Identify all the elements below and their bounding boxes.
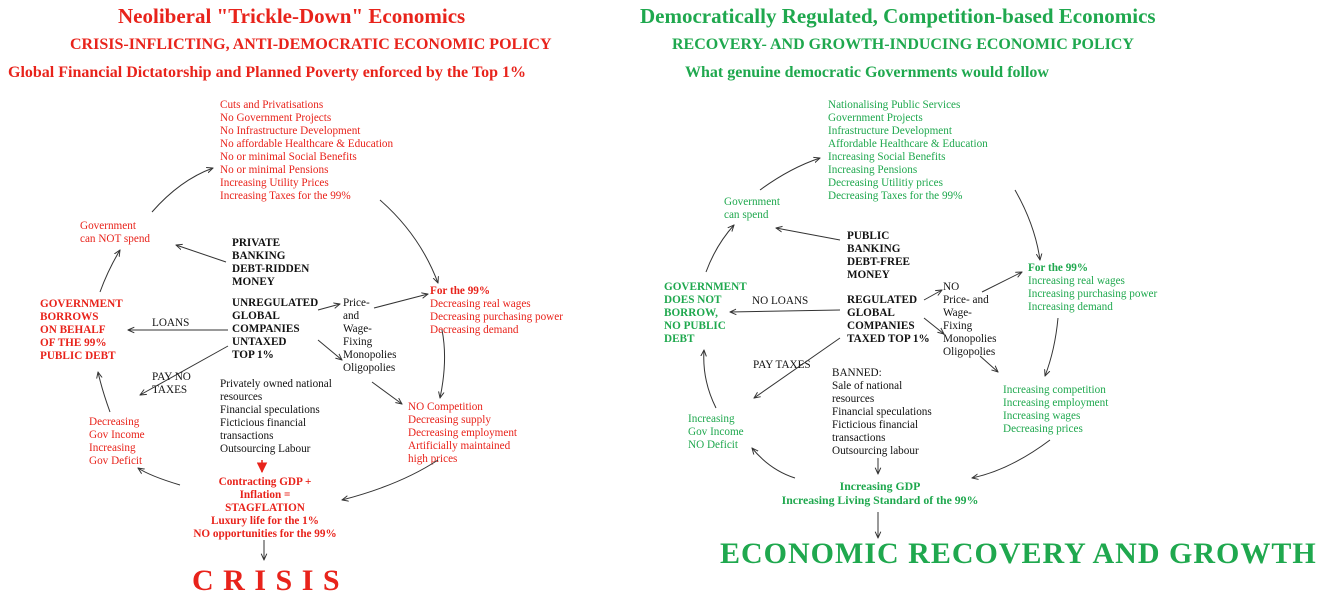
right-increasing-gdp: Increasing GDP Increasing Living Standard of the 99%	[781, 479, 979, 507]
left-arrow-to-no-comp-direct	[372, 382, 402, 404]
right-title: Democratically Regulated, Competition-based Economics	[640, 4, 1156, 28]
left-for-99-title: For the 99%	[430, 285, 491, 297]
left-pay-no-taxes: PAY NO TAXES	[152, 371, 191, 396]
right-subtitle-1: RECOVERY- AND GROWTH-INDUCING ECONOMIC POLICY	[672, 36, 1134, 53]
right-arrow-to-competition	[1045, 318, 1058, 376]
left-subtitle-2: Global Financial Dictatorship and Planned Poverty enforced by the Top 1%	[8, 64, 526, 81]
right-arrow-to-gov-can-spend	[706, 225, 734, 272]
right-arrow-to-no-price-fixing	[924, 290, 942, 300]
left-arrow-pay-no-taxes	[140, 346, 228, 395]
right-arrow-to-oligopolies	[924, 318, 944, 334]
right-arrow-no-loans	[730, 310, 840, 312]
left-arrow-to-no-competition	[440, 330, 445, 398]
right-arrow-pay-taxes	[754, 338, 840, 398]
right-banned-list: BANNED: Sale of national resources Financial speculations Ficticious financial transactions Outsourcing labour	[832, 367, 932, 457]
right-arrow-to-gov-income	[752, 448, 795, 478]
left-subtitle-1: CRISIS-INFLICTING, ANTI-DEMOCRATIC ECONOMIC POLICY	[70, 36, 552, 53]
right-regulated-companies: REGULATED GLOBAL COMPANIES TAXED TOP 1%	[847, 294, 930, 345]
right-arrow-to-competition-direct	[980, 356, 998, 372]
left-no-competition: NO Competition Decreasing supply Decreasing employment Artificially maintained high prices	[408, 401, 518, 465]
right-no-loans-label: NO LOANS	[752, 295, 809, 307]
left-contracting-gdp: Contracting GDP + Inflation = STAGFLATION Luxury life for the 1% NO opportunities for the 99%	[193, 476, 337, 540]
left-arrow-to-for99-direct	[374, 294, 428, 308]
right-arrow-to-policy	[760, 158, 820, 190]
right-gov-not-borrow: GOVERNMENT DOES NOT BORROW, NO PUBLIC DEBT	[664, 281, 747, 345]
left-arrow-bank-to-gov	[176, 245, 226, 262]
right-gov-can-spend: Government can spend	[724, 196, 780, 221]
right-policy-list: Nationalising Public Services Government Projects Infrastructure Development Affordable Healthcare & Education Increasing Social Benefits Increasing Pensions Decreasing Utilitiy prices Decreasing Taxes for the 99%	[828, 99, 988, 202]
right-arrow-to-for99-direct	[982, 272, 1022, 292]
right-arrow-to-gov-not-borrow	[704, 350, 716, 408]
left-arrow-to-gov-income	[138, 468, 180, 485]
left-for-99-list: Decreasing real wages Decreasing purchasing power Decreasing demand	[430, 298, 563, 336]
left-privately-owned: Privately owned national resources Financial speculations Ficticious financial transactions Outsourcing Labour	[220, 378, 332, 455]
right-no-price-fixing: NO Price- and Wage- Fixing Monopolies Oligopolies	[943, 281, 997, 358]
right-arrow-to-for99	[1015, 190, 1040, 260]
right-pay-taxes: PAY TAXES	[753, 359, 811, 371]
left-gov-income: Decreasing Gov Income Increasing Gov Deficit	[89, 416, 145, 467]
left-title: Neoliberal "Trickle-Down" Economics	[118, 4, 466, 28]
left-arrow-to-contracting	[342, 460, 438, 500]
left-arrow-to-policy	[152, 168, 213, 212]
right-public-banking: PUBLIC BANKING DEBT-FREE MONEY	[847, 230, 910, 281]
left-policy-list: Cuts and Privatisations No Government Projects No Infrastructure Development No affordable Healthcare & Education No or minimal Social Benefits No or minimal Pensions Increasing Utility Prices Increasing Taxes for the 99%	[220, 99, 394, 202]
left-price-fixing: Price- and Wage- Fixing Monopolies Oligopolies	[343, 297, 397, 374]
left-gov-borrows: GOVERNMENT BORROWS ON BEHALF OF THE 99% PUBLIC DEBT	[40, 298, 123, 362]
right-gov-income: Increasing Gov Income NO Deficit	[688, 413, 744, 451]
right-for-99-list: Increasing real wages Increasing purchasing power Increasing demand	[1028, 275, 1158, 313]
left-arrow-to-price-fixing	[318, 304, 340, 310]
left-arrow-to-monopolies	[318, 340, 342, 360]
right-arrow-to-gdp	[972, 440, 1050, 478]
right-for-99-title: For the 99%	[1028, 262, 1089, 274]
left-loans-label: LOANS	[152, 317, 190, 329]
left-unregulated-companies: UNREGULATED GLOBAL COMPANIES UNTAXED TOP 1%	[232, 297, 319, 361]
left-arrow-to-gov-cannot-spend	[100, 250, 120, 292]
left-arrow-to-gov-borrows	[98, 372, 110, 412]
right-competition: Increasing competition Increasing employment Increasing wages Decreasing prices	[1003, 384, 1109, 435]
left-crisis: C R I S I S	[192, 564, 341, 597]
left-private-banking: PRIVATE BANKING DEBT-RIDDEN MONEY	[232, 237, 310, 288]
left-arrow-to-for99	[380, 200, 438, 283]
left-gov-cannot-spend: Government can NOT spend	[80, 220, 151, 245]
right-economic-recovery: ECONOMIC RECOVERY AND GROWTH	[720, 537, 1317, 570]
right-subtitle-2: What genuine democratic Governments would follow	[685, 64, 1049, 81]
right-arrow-bank-to-gov	[776, 228, 840, 240]
